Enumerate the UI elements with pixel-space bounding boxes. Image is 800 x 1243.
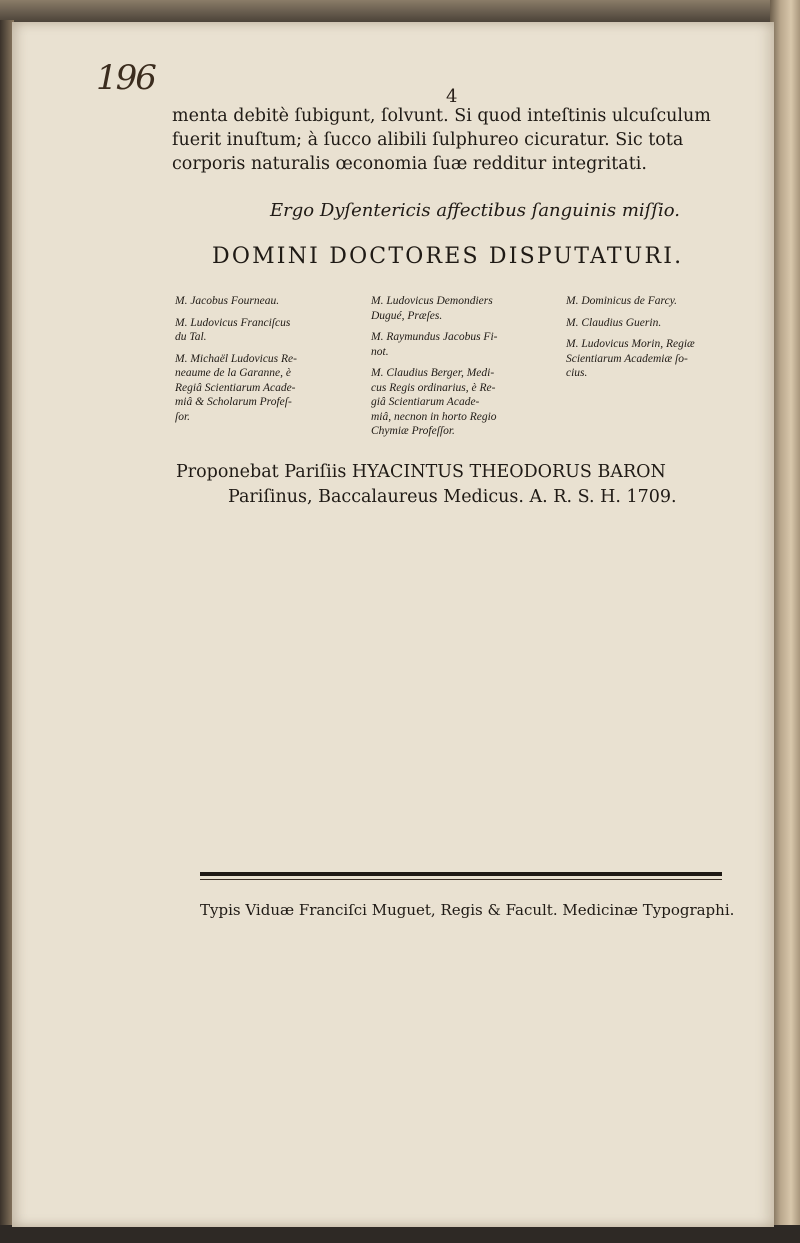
body-line: corporis naturalis œconomia ſuæ redditur integritati.: [172, 154, 647, 174]
disputant-line: Scientiarum Academiæ ſo-: [566, 352, 688, 365]
disputant-line: Chymiæ Profeſſor.: [371, 425, 455, 437]
disputant-entry: [175, 316, 355, 345]
disputant-line: not.: [371, 345, 389, 358]
disputant-line: M. Ludovicus Franciſcus: [175, 316, 291, 329]
disputant-entry: [566, 316, 756, 331]
disputant-line: du Tal.: [175, 331, 207, 343]
disputant-line: M. Claudius Berger, Medi-: [371, 367, 495, 379]
divider-rule: [200, 872, 722, 876]
disputant-entry: [175, 294, 355, 309]
proponebat-statement: [176, 460, 677, 510]
disputant-line: M. Jacobus Fourneau.: [175, 295, 280, 307]
disputant-line: Dugué, Præſes.: [371, 309, 443, 322]
book-bottom-edge: [0, 1225, 800, 1243]
disputant-line: giâ Scientiarum Acade-: [371, 396, 480, 408]
page-number: 4: [446, 86, 458, 107]
disputant-line: M. Raymundus Jacobus Fi-: [371, 331, 498, 343]
disputant-line: cus Regis ordinarius, è Re-: [371, 381, 496, 394]
disputant-line: cius.: [566, 367, 588, 379]
disputants-column-2: [371, 294, 551, 446]
body-line: menta debitè ſubigunt, ſolvunt. Si quod inteſtinis ulcuſculum: [172, 106, 711, 126]
disputant-line: ſor.: [175, 410, 191, 423]
disputant-line: miâ, necnon in horto Regio: [371, 410, 497, 423]
section-heading: DOMINI DOCTORES DISPUTATURI.: [212, 244, 684, 269]
disputant-entry: [371, 330, 551, 359]
disputant-line: M. Ludovicus Morin, Regiæ: [566, 338, 695, 350]
disputant-entry: [371, 366, 551, 439]
body-text: [172, 104, 772, 176]
thesis-statement: Ergo Dyſentericis affectibus ſanguinis miſſio.: [270, 200, 680, 221]
book-right-edge: [770, 0, 800, 1243]
disputant-entry: [371, 294, 551, 323]
disputant-line: M. Michaël Ludovicus Re-: [175, 352, 297, 365]
disputant-line: M. Dominicus de Farcy.: [566, 295, 678, 307]
proponebat-line: Proponebat Pariſiis HYACINTUS THEODORUS BARON: [176, 462, 666, 482]
disputant-entry: [566, 294, 756, 309]
disputants-column-3: [566, 294, 756, 388]
disputant-entry: [566, 337, 756, 381]
disputant-entry: [175, 352, 355, 425]
body-line: fuerit inuſtum; à ſucco alibili ſulphureo cicuratur. Sic tota: [172, 130, 684, 150]
proponebat-line: Pariſinus, Baccalaureus Medicus. A. R. S. H. 1709.: [228, 487, 677, 507]
disputant-line: Regiâ Scientiarum Acade-: [175, 381, 296, 394]
disputant-line: M. Claudius Guerin.: [566, 316, 662, 329]
printer-imprint: Typis Viduæ Franciſci Muguet, Regis & Facult. Medicinæ Typographi.: [200, 901, 735, 919]
disputant-line: miâ & Scholarum Profeſ-: [175, 396, 292, 408]
disputant-line: neaume de la Garanne, è: [175, 367, 291, 379]
divider-rule-thin: [200, 879, 722, 880]
handwritten-folio: 196: [96, 58, 155, 98]
disputants-column-1: [175, 294, 355, 431]
disputant-line: M. Ludovicus Demondiers: [371, 295, 493, 307]
